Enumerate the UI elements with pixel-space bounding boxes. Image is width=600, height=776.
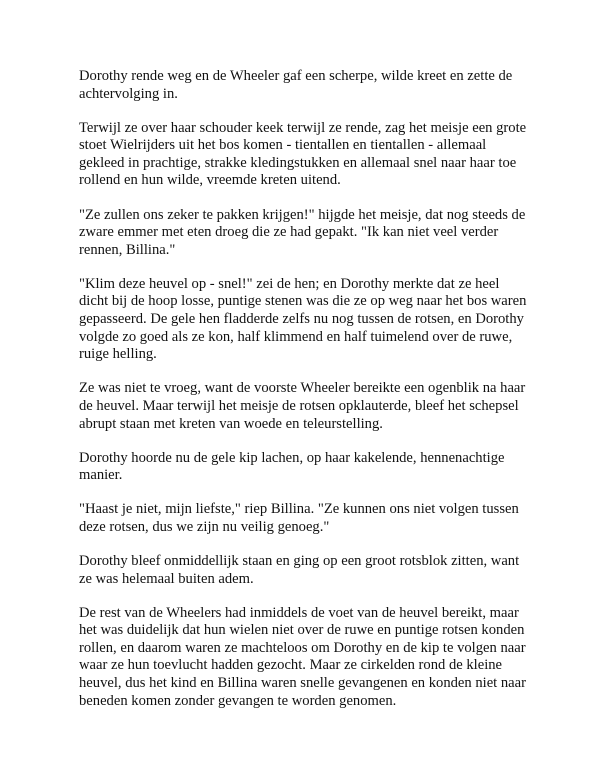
paragraph-8: Dorothy bleef onmiddellijk staan en ging op een groot rotsblok zitten, want ze was helemaal buiten adem. — [79, 552, 520, 587]
paragraph-7: "Haast je niet, mijn liefste," riep Billina. "Ze kunnen ons niet volgen tussen deze rotsen, dus we zijn nu veilig genoeg." — [79, 501, 519, 535]
paragraph-1: Dorothy rende weg en de Wheeler gaf een scherpe, wilde kreet en zette de achtervolging in. — [79, 68, 513, 102]
document-page — [79, 68, 529, 727]
paragraph-2: Terwijl ze over haar schouder keek terwijl ze rende, zag het meisje een grote stoet Wielrijders uit het bos komen - tientallen en tientallen - allemaal gekleed in prachtige, strakke kledingstukken en allemaal snel naar haar toe rollend en hun wilde, vreemde kreten uitend. — [79, 119, 527, 189]
paragraph-9: De rest van de Wheelers had inmiddels de voet van de heuvel bereikt, maar het was duidelijk dat hun wielen niet over de ruwe en puntige rotsen konden rollen, en daarom waren ze machteloos om Dorothy en de kip te volgen naar waar ze hun toevlucht hadden gezocht. Maar ze cirkelden rond de kleine heuvel, dus het kind en Billina waren snelle gevangenen en konden niet naar beneden komen zonder gevangen te worden genomen. — [79, 604, 526, 709]
paragraph-5: Ze was niet te vroeg, want de voorste Wheeler bereikte een ogenblik na haar de heuvel. Maar terwijl het meisje de rotsen opklauterde, bleef het schepsel abrupt staan met kreten van woede en teleurstelling. — [79, 380, 526, 432]
paragraph-4: "Klim deze heuvel op - snel!" zei de hen; en Dorothy merkte dat ze heel dicht bij de hoop losse, puntige stenen was die ze op weg naar het bos waren gepasseerd. De gele hen fladderde zelfs nu nog tussen de rotsen, en Dorothy volgde zo goed als ze kon, half klimmend en half tuimelend over de ruwe, ruige helling. — [79, 275, 527, 363]
paragraph-6: Dorothy hoorde nu de gele kip lachen, op haar kakelende, hennenachtige manier. — [79, 449, 505, 484]
paragraph-3: "Ze zullen ons zeker te pakken krijgen!" hijgde het meisje, dat nog steeds de zware emmer met eten droeg die ze had gepakt. "Ik kan niet veel verder rennen, Billina." — [79, 206, 526, 258]
